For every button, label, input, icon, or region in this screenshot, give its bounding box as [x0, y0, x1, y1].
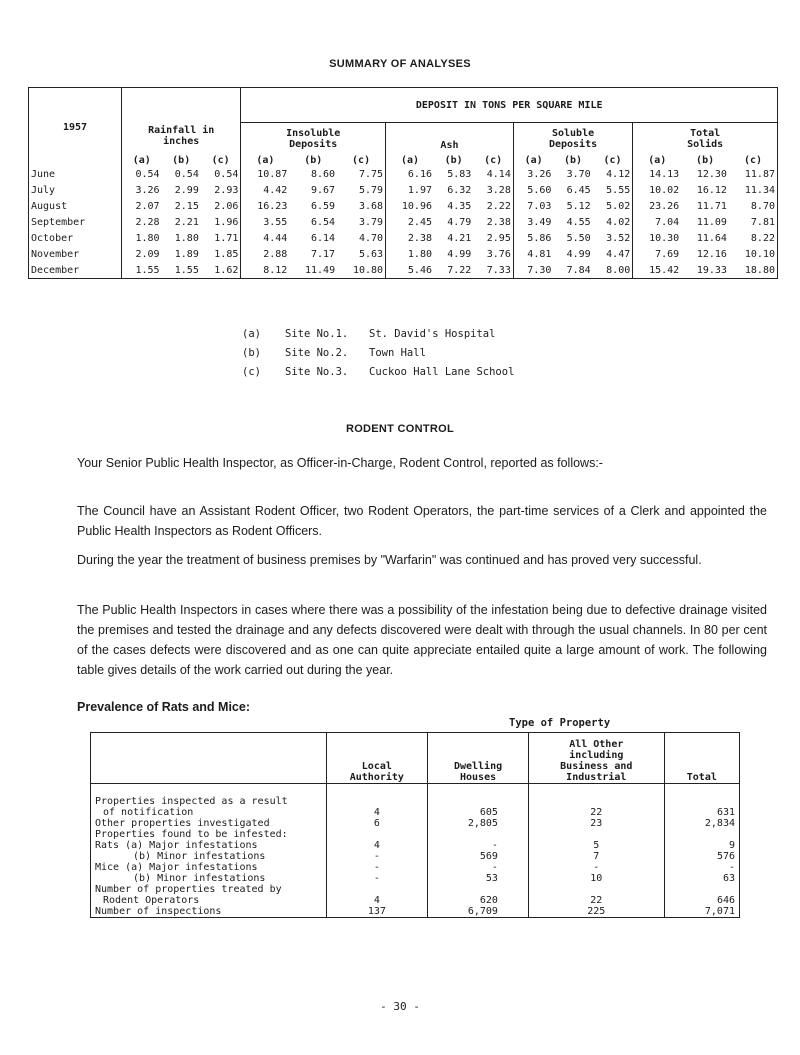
table-cell: 1.80 — [174, 232, 199, 244]
sub-header: (b) — [696, 155, 715, 166]
row-label: Rats (a) Major infestations — [91, 840, 327, 851]
table-cell — [664, 784, 739, 808]
table-cell: 6.59 — [311, 200, 336, 212]
row-label: of notification — [91, 807, 327, 818]
table-cell: 0.54 — [214, 168, 239, 180]
dwelling-houses-header: Dwelling Houses — [428, 733, 529, 784]
table-cell: 4.44 — [241, 230, 289, 246]
table-cell: 5 — [528, 840, 664, 851]
table-row — [29, 262, 778, 279]
table-cell: 3.68 — [358, 200, 384, 212]
table-cell: June — [29, 166, 122, 182]
table-cell: 6 — [326, 818, 428, 829]
table-cell: 53 — [428, 873, 529, 884]
row-label: Properties inspected as a result — [91, 784, 327, 808]
site-name: Cuckoo Hall Lane School — [369, 366, 515, 378]
table-row — [91, 829, 740, 840]
table-cell: 12.30 — [696, 168, 727, 180]
table-cell: 19.33 — [681, 262, 729, 279]
table-cell — [528, 884, 664, 895]
table-cell: 1.55 — [122, 262, 162, 279]
table-cell: 3.49 — [513, 214, 553, 230]
table-cell: 63 — [664, 873, 739, 884]
table-cell: 23.26 — [633, 198, 681, 214]
table-cell: 5.63 — [358, 248, 384, 260]
site-key-line — [242, 347, 569, 359]
table-cell: 6.45 — [566, 184, 591, 196]
table-cell: 10.30 — [633, 230, 681, 246]
summary-title: SUMMARY OF ANALYSES — [329, 58, 471, 70]
sub-header: (c) — [211, 155, 230, 166]
table-cell: 225 — [528, 906, 664, 918]
table-cell — [428, 784, 529, 808]
blank-header — [91, 733, 327, 784]
table-cell: 11.87 — [729, 166, 778, 182]
table-cell: 6.54 — [311, 216, 336, 228]
table-cell: December — [29, 262, 122, 279]
table-cell: 605 — [428, 807, 529, 818]
table-cell: 2.95 — [486, 232, 511, 244]
table-cell: 11.09 — [696, 216, 727, 228]
row-label: Mice (a) Major infestations — [91, 862, 327, 873]
table-cell: 2.38 — [486, 216, 511, 228]
table-cell: 9 — [664, 840, 739, 851]
table-cell: 4.14 — [486, 168, 511, 180]
table-row — [29, 214, 778, 230]
table-cell: 3.26 — [513, 166, 553, 182]
table-cell: 7.22 — [434, 262, 473, 279]
table-cell: 8.70 — [729, 198, 778, 214]
year-header: 1957 — [29, 88, 122, 167]
sub-header: (a) — [633, 155, 681, 166]
sub-header: (c) — [352, 155, 371, 166]
table-cell: 2,834 — [664, 818, 739, 829]
table-cell: 9.67 — [311, 184, 336, 196]
table-cell: - — [428, 862, 529, 873]
table-cell: 22 — [528, 895, 664, 906]
site-name: Town Hall — [369, 347, 426, 359]
table-cell: 1.55 — [162, 262, 201, 279]
table-cell: 14.13 — [633, 166, 681, 182]
table-cell: 5.02 — [606, 200, 631, 212]
table-cell: 2.15 — [174, 200, 199, 212]
sub-header: (b) — [304, 155, 323, 166]
table-cell: 7 — [528, 851, 664, 862]
table-cell — [326, 829, 428, 840]
table-cell — [528, 784, 664, 808]
table-cell: 22 — [528, 807, 664, 818]
table-cell: 4.55 — [566, 216, 591, 228]
table-cell — [664, 829, 739, 840]
table-cell: 15.42 — [633, 262, 681, 279]
row-label: Properties found to be infested: — [91, 829, 327, 840]
table-row — [91, 818, 740, 829]
table-cell: 4.81 — [513, 246, 553, 262]
table-cell: 1.85 — [214, 248, 239, 260]
sub-header: (a) — [513, 155, 553, 166]
table-cell: 8.00 — [593, 262, 633, 279]
table-cell: 7.04 — [633, 214, 681, 230]
table-cell: 10.10 — [729, 246, 778, 262]
table-row — [91, 840, 740, 851]
paragraph-4: The Public Health Inspectors in cases where there was a possibility of the infestation being due to defective drainage visited the premises and tested the drainage and any defects discovered were dealt with through the usual channels. In 80 per cent of the cases defects were discovered and as one can quite appreciate entailed quite a large amount of work. The following table gives details of the work carried out during the year. — [77, 603, 767, 677]
table-cell: 6,709 — [428, 906, 529, 918]
table-cell — [428, 884, 529, 895]
row-label: Rodent Operators — [91, 895, 327, 906]
table-cell: 5.55 — [606, 184, 631, 196]
rainfall-header: Rainfall in inches — [122, 88, 241, 156]
table-cell: 4 — [326, 807, 428, 818]
sub-header: (b) — [172, 155, 191, 166]
table-cell: 4 — [326, 840, 428, 851]
deposit-header: DEPOSIT IN TONS PER SQUARE MILE — [241, 88, 778, 123]
table-cell: November — [29, 246, 122, 262]
sub-header: (b) — [444, 155, 463, 166]
table-row — [29, 246, 778, 262]
table-cell: 2.88 — [241, 246, 289, 262]
table-row — [91, 807, 740, 818]
table-cell: 11.49 — [289, 262, 337, 279]
site-key: (a) — [242, 328, 261, 340]
table-cell: 16.12 — [696, 184, 727, 196]
sub-header: (a) — [122, 155, 162, 166]
table-cell: 4.12 — [606, 168, 631, 180]
table-row — [91, 862, 740, 873]
site-site: Site No.3. — [285, 366, 349, 378]
site-key-line — [242, 366, 569, 378]
type-of-property-label: Type of Property — [509, 717, 611, 729]
table-cell: 3.28 — [486, 184, 511, 196]
table-cell: August — [29, 198, 122, 214]
soluble-header: Soluble Deposits — [513, 123, 632, 156]
total-header: Total Solids — [633, 123, 778, 156]
table-cell — [528, 829, 664, 840]
table-cell: 16.23 — [241, 198, 289, 214]
table-cell: 12.16 — [696, 248, 727, 260]
table-cell: 576 — [664, 851, 739, 862]
site-site: Site No.1. — [285, 328, 349, 340]
table-cell: 3.55 — [241, 214, 289, 230]
table-cell: - — [326, 873, 428, 884]
table-cell — [326, 884, 428, 895]
table-cell: 3.70 — [566, 168, 591, 180]
table-cell: 4.02 — [606, 216, 631, 228]
table-cell: 1.96 — [214, 216, 239, 228]
table-cell: 1.80 — [386, 246, 434, 262]
table-cell: 1.71 — [214, 232, 239, 244]
table-cell: 18.80 — [729, 262, 778, 279]
table-cell: 10.02 — [633, 182, 681, 198]
table-row — [91, 851, 740, 862]
table-cell: 2.21 — [174, 216, 199, 228]
rodent-control-title: RODENT CONTROL — [345, 423, 455, 435]
table-cell: 10 — [528, 873, 664, 884]
table-cell: 4.21 — [447, 232, 472, 244]
table-cell: 4.99 — [566, 248, 591, 260]
table-cell: 137 — [326, 906, 428, 918]
table-cell: 4.47 — [606, 248, 631, 260]
table-cell: 10.80 — [337, 262, 385, 279]
table-cell: September — [29, 214, 122, 230]
table-cell: 4.42 — [241, 182, 289, 198]
row-label: (b) Minor infestations — [91, 873, 327, 884]
table-cell: 7.75 — [358, 168, 384, 180]
table-cell: 4.70 — [358, 232, 384, 244]
table-cell: 7.69 — [633, 246, 681, 262]
table-row — [91, 906, 740, 918]
insoluble-header: Insoluble Deposits — [241, 123, 386, 156]
sub-header: (c) — [603, 155, 622, 166]
table-cell: 3.79 — [358, 216, 384, 228]
table-row — [29, 182, 778, 198]
table-cell: 2.28 — [122, 214, 162, 230]
table-row — [29, 230, 778, 246]
table-cell: 11.71 — [696, 200, 727, 212]
table-row — [29, 198, 778, 214]
site-key: (b) — [242, 347, 261, 359]
table-cell: 5.12 — [566, 200, 591, 212]
row-label: Number of properties treated by — [91, 884, 327, 895]
table-cell: 2.07 — [122, 198, 162, 214]
table-cell — [326, 784, 428, 808]
table-cell: 631 — [664, 807, 739, 818]
table-cell: - — [326, 862, 428, 873]
table-cell: 0.54 — [122, 166, 162, 182]
table-cell: 3.76 — [486, 248, 511, 260]
table-cell: 5.86 — [513, 230, 553, 246]
paragraph-3: During the year the treatment of business premises by "Warfarin" was continued and has proved very successful. — [77, 553, 702, 567]
site-name: St. David's Hospital — [369, 328, 496, 340]
table-cell: 5.83 — [447, 168, 472, 180]
table-cell: 4.79 — [447, 216, 472, 228]
total-header: Total — [664, 733, 739, 784]
table-cell: 2.99 — [174, 184, 199, 196]
table-cell: 5.60 — [513, 182, 553, 198]
paragraph-1: Your Senior Public Health Inspector, as Officer-in-Charge, Rodent Control, reported as follows:- — [77, 456, 603, 470]
table-cell: 6.32 — [447, 184, 472, 196]
table-cell: - — [326, 851, 428, 862]
table-cell: 4 — [326, 895, 428, 906]
table-cell: 10.96 — [386, 198, 434, 214]
table-cell: 2.93 — [214, 184, 239, 196]
table-cell: 6.14 — [311, 232, 336, 244]
table-cell: 3.52 — [606, 232, 631, 244]
table-cell: 7.84 — [553, 262, 592, 279]
table-cell: - — [528, 862, 664, 873]
table-cell: 7.33 — [473, 262, 513, 279]
sub-header: (a) — [386, 155, 434, 166]
row-label: (b) Minor infestations — [91, 851, 327, 862]
table-cell: 8.22 — [729, 230, 778, 246]
table-cell — [664, 884, 739, 895]
table-cell: 7.30 — [513, 262, 553, 279]
table-cell: 2.45 — [386, 214, 434, 230]
table-cell: 5.79 — [358, 184, 384, 196]
table-cell: July — [29, 182, 122, 198]
site-key: (c) — [242, 366, 261, 378]
table-cell: 7.81 — [729, 214, 778, 230]
sub-header: (c) — [484, 155, 503, 166]
prevalence-title: Prevalence of Rats and Mice: — [77, 700, 250, 714]
table-row — [91, 884, 740, 895]
analyses-table — [28, 87, 778, 279]
table-cell: 11.34 — [729, 182, 778, 198]
table-cell: 10.87 — [241, 166, 289, 182]
table-cell: 1.80 — [122, 230, 162, 246]
row-label: Number of inspections — [91, 906, 327, 918]
table-cell — [428, 829, 529, 840]
table-cell: 2.06 — [214, 200, 239, 212]
table-cell: 5.50 — [566, 232, 591, 244]
table-cell: 2.22 — [486, 200, 511, 212]
ash-header: Ash — [386, 123, 514, 156]
table-cell: 3.26 — [122, 182, 162, 198]
sub-header: (a) — [241, 155, 289, 166]
table-cell: 1.62 — [201, 262, 241, 279]
sub-header: (c) — [729, 155, 778, 166]
table-cell: - — [664, 862, 739, 873]
table-cell: 620 — [428, 895, 529, 906]
local-authority-header: Local Authority — [326, 733, 428, 784]
table-cell: 8.12 — [241, 262, 289, 279]
table-cell: 6.16 — [386, 166, 434, 182]
table-row — [91, 873, 740, 884]
table-cell: 569 — [428, 851, 529, 862]
table-cell: 2,805 — [428, 818, 529, 829]
table-cell: 4.99 — [447, 248, 472, 260]
table-cell: 7,071 — [664, 906, 739, 918]
table-cell: 2.09 — [122, 246, 162, 262]
table-row — [91, 784, 740, 808]
table-cell: 2.38 — [386, 230, 434, 246]
table-cell: 1.97 — [386, 182, 434, 198]
table-cell: 4.35 — [447, 200, 472, 212]
site-site: Site No.2. — [285, 347, 349, 359]
row-label: Other properties investigated — [91, 818, 327, 829]
other-property-header: All Other including Business and Industrial — [528, 733, 664, 784]
table-cell: - — [428, 840, 529, 851]
table-cell: 5.46 — [386, 262, 434, 279]
table-cell: 11.64 — [696, 232, 727, 244]
page-number: - 30 - — [380, 1000, 420, 1013]
table-cell: 1.89 — [174, 248, 199, 260]
table-cell: 8.60 — [311, 168, 336, 180]
site-key-line — [242, 328, 569, 340]
table-cell: 23 — [528, 818, 664, 829]
table-cell: 646 — [664, 895, 739, 906]
prevalence-table — [90, 732, 740, 918]
table-cell: 0.54 — [174, 168, 199, 180]
sub-header: (b) — [564, 155, 583, 166]
paragraph-2: The Council have an Assistant Rodent Officer, two Rodent Operators, the part-time services of a Clerk and appointed the Public Health Inspectors as Rodent Officers. — [77, 504, 767, 538]
table-cell: October — [29, 230, 122, 246]
table-cell: 7.03 — [513, 198, 553, 214]
table-row — [29, 166, 778, 182]
table-cell: 7.17 — [311, 248, 336, 260]
table-row — [91, 895, 740, 906]
